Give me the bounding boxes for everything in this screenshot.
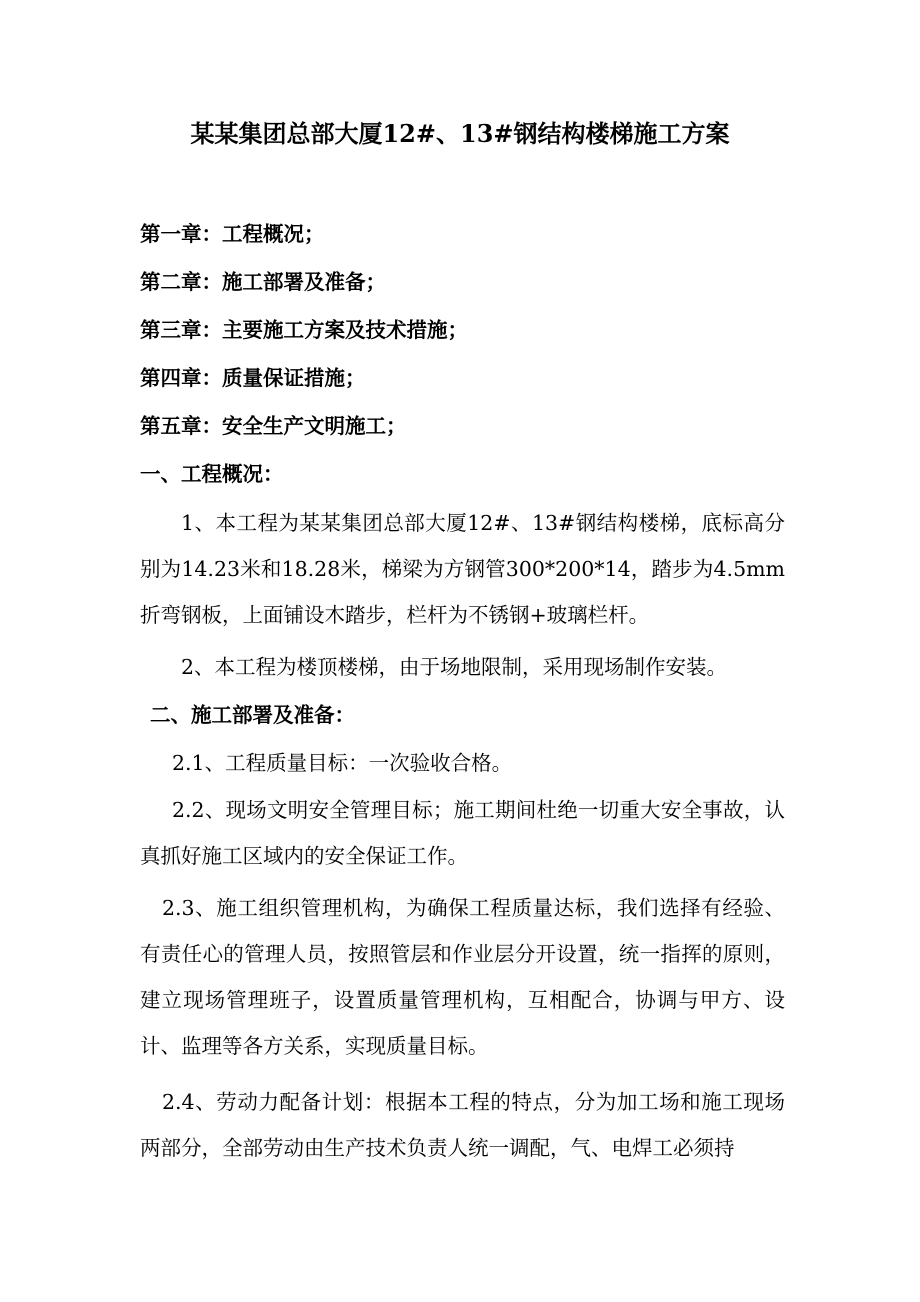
toc-item-5: 第五章：安全生产文明施工； xyxy=(140,414,407,438)
toc-item-3: 第三章：主要施工方案及技术措施； xyxy=(140,318,468,342)
toc-item-2: 第二章：施工部署及准备； xyxy=(140,270,386,294)
section-2-paragraph-1: 2.1、工程质量目标：一次验收合格。 xyxy=(172,751,513,775)
section-2-paragraph-2: 2.2、现场文明安全管理目标；施工期间杜绝一切重大安全事故，认真抓好施工区域内的安全保证工作。 xyxy=(140,798,785,868)
section-2-heading: 二、施工部署及准备： xyxy=(150,703,355,727)
section-1-paragraph-2: 2、本工程为楼顶楼梯，由于场地限制，采用现场制作安装。 xyxy=(181,655,728,679)
section-1-paragraph-1: 1、本工程为某某集团总部大厦12#、13#钢结构楼梯，底标高分别为14.23米和18.28米，梯梁为方钢管300*200*14，踏步为4.5mm折弯钢板，上面铺设木踏步，栏杆为不锈钢+玻璃栏杆。 xyxy=(140,511,785,627)
section-2-paragraph-4: 2.4、劳动力配备计划：根据本工程的特点，分为加工场和施工现场两部分，全部劳动由生产技术负责人统一调配，气、电焊工必须持 xyxy=(140,1090,785,1160)
section-1-heading: 一、工程概况： xyxy=(140,462,284,486)
toc-item-1: 第一章：工程概况； xyxy=(140,222,325,246)
toc-item-4: 第四章：质量保证措施； xyxy=(140,366,366,390)
section-2-paragraph-3: 2.3、施工组织管理机构，为确保工程质量达标，我们选择有经验、有责任心的管理人员，按照管层和作业层分开设置，统一指挥的原则，建立现场管理班子，设置质量管理机构，互相配合，协调与甲方、设计、监理等各方关系，实现质量目标。 xyxy=(140,896,785,1058)
document-title: 某某集团总部大厦12#、13#钢结构楼梯施工方案 xyxy=(190,119,730,148)
